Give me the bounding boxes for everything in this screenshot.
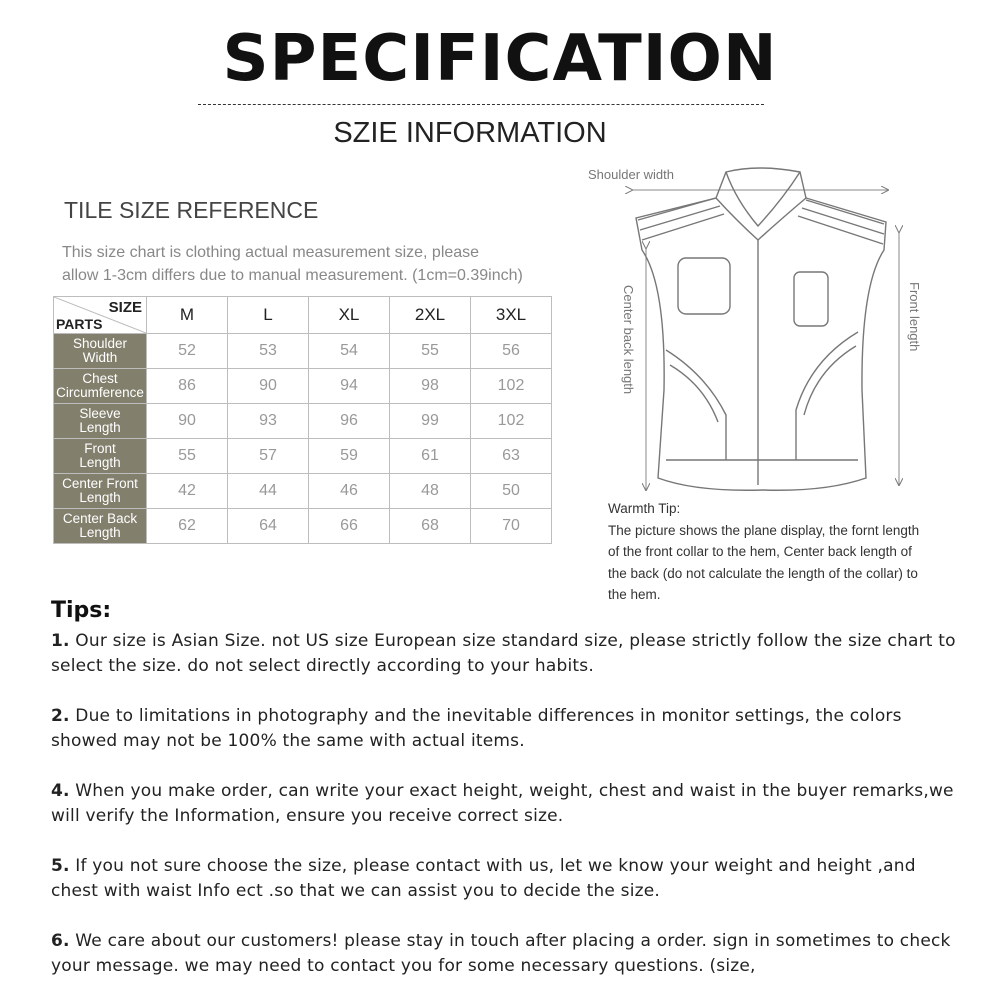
warmth-tip-line: the hem.: [608, 587, 661, 602]
column-header: XL: [309, 297, 390, 334]
table-row: [54, 439, 552, 474]
tip-number: 4.: [51, 781, 70, 801]
row-header: [54, 474, 147, 509]
warmth-tip-line: The picture shows the plane display, the fornt length: [608, 522, 920, 538]
warmth-tip: [608, 498, 958, 606]
shoulder-width-label: Shoulder width: [588, 167, 674, 182]
vest-outline: [636, 168, 886, 490]
tip-number: 5.: [51, 856, 70, 876]
table-cell: 90: [228, 369, 309, 404]
tip-item: [51, 704, 961, 754]
table-cell: 102: [471, 369, 552, 404]
row-header: [54, 439, 147, 474]
size-table: [53, 296, 552, 544]
row-header: [54, 509, 147, 544]
table-cell: 59: [309, 439, 390, 474]
table-cell: 57: [228, 439, 309, 474]
row-header-line: Length: [79, 420, 121, 435]
tip-number: 1.: [51, 631, 70, 651]
tip-item: [51, 854, 961, 904]
row-header-line: Sleeve: [79, 406, 121, 421]
tip-text: Our size is Asian Size. not US size European size standard size, please strictly follow the size chart to select the size. do not select directly according to your habits.: [51, 631, 956, 676]
row-header-line: Width: [82, 350, 118, 365]
dashed-divider: [198, 104, 764, 105]
warmth-tip-title: Warmth Tip:: [608, 501, 681, 516]
table-cell: 42: [147, 474, 228, 509]
row-header-line: Length: [79, 455, 121, 470]
size-reference-title: TILE SIZE REFERENCE: [64, 197, 319, 223]
table-cell: 99: [390, 404, 471, 439]
table-cell: 98: [390, 369, 471, 404]
table-cell: 90: [147, 404, 228, 439]
corner-parts-label: PARTS: [56, 316, 103, 332]
row-header: [54, 334, 147, 369]
size-table-header-row: [54, 297, 552, 334]
table-cell: 46: [309, 474, 390, 509]
table-cell: 93: [228, 404, 309, 439]
row-header-line: Length: [79, 525, 121, 540]
tip-item: [51, 929, 961, 979]
size-reference-note: [62, 241, 582, 287]
page-subtitle: SZIE INFORMATION: [333, 117, 607, 149]
tips-heading: Tips:: [51, 598, 112, 623]
front-length-label: Front length: [907, 282, 922, 352]
table-cell: 48: [390, 474, 471, 509]
row-header-line: Circumference: [56, 385, 144, 400]
table-cell: 53: [228, 334, 309, 369]
table-cell: 96: [309, 404, 390, 439]
table-row: [54, 369, 552, 404]
table-cell: 54: [309, 334, 390, 369]
vest-diagram: [586, 160, 956, 495]
row-header-line: Chest: [82, 371, 118, 386]
table-cell: 70: [471, 509, 552, 544]
table-cell: 64: [228, 509, 309, 544]
table-row: [54, 509, 552, 544]
table-cell: 66: [309, 509, 390, 544]
tip-text: If you not sure choose the size, please contact with us, let we know your weight and height ,and chest with waist Info ect .so that we can assist you to decide the size.: [51, 856, 916, 901]
tip-text: We care about our customers! please stay in touch after placing a order. sign in sometimes to check your message. we may need to contact you for some necessary questions. (size,: [51, 931, 951, 976]
row-header-line: Center Back: [62, 511, 138, 526]
table-row: [54, 404, 552, 439]
column-header: 2XL: [390, 297, 471, 334]
table-row: [54, 474, 552, 509]
column-header: 3XL: [471, 297, 552, 334]
table-cell: 44: [228, 474, 309, 509]
table-cell: 55: [147, 439, 228, 474]
column-header: M: [147, 297, 228, 334]
table-cell: 68: [390, 509, 471, 544]
tip-text: Due to limitations in photography and the inevitable differences in monitor settings, the colors showed may not be 100% the same with actual items.: [51, 706, 902, 751]
page-title: SPECIFICATION: [222, 22, 778, 96]
warmth-tip-line: the back (do not calculate the length of the collar) to: [608, 565, 918, 581]
note-line-1: This size chart is clothing actual measurement size, please: [62, 244, 480, 261]
tip-number: 2.: [51, 706, 70, 726]
column-header: L: [228, 297, 309, 334]
row-header: [54, 404, 147, 439]
row-header: [54, 369, 147, 404]
row-header-line: Length: [79, 490, 121, 505]
table-cell: 56: [471, 334, 552, 369]
center-back-label: Center back length: [621, 285, 636, 395]
row-header-line: Center Front: [62, 476, 138, 491]
table-cell: 62: [147, 509, 228, 544]
table-cell: 52: [147, 334, 228, 369]
row-header-line: Shoulder: [72, 336, 128, 351]
corner-size-label: SIZE: [108, 299, 142, 316]
table-cell: 55: [390, 334, 471, 369]
tip-number: 6.: [51, 931, 70, 951]
tip-text: When you make order, can write your exact height, weight, chest and waist in the buyer remarks,we will verify the Information, ensure you receive correct size.: [51, 781, 954, 826]
table-cell: 50: [471, 474, 552, 509]
table-cell: 61: [390, 439, 471, 474]
table-corner-cell: [54, 297, 147, 334]
table-cell: 102: [471, 404, 552, 439]
table-row: [54, 334, 552, 369]
table-cell: 94: [309, 369, 390, 404]
note-line-2: allow 1-3cm differs due to manual measurement. (1cm=0.39inch): [62, 267, 523, 284]
table-cell: 63: [471, 439, 552, 474]
tip-item: [51, 629, 961, 679]
warmth-tip-line: of the front collar to the hem, Center back length of: [608, 544, 912, 559]
table-cell: 86: [147, 369, 228, 404]
tip-item: [51, 779, 961, 829]
row-header-line: Front: [84, 441, 116, 456]
